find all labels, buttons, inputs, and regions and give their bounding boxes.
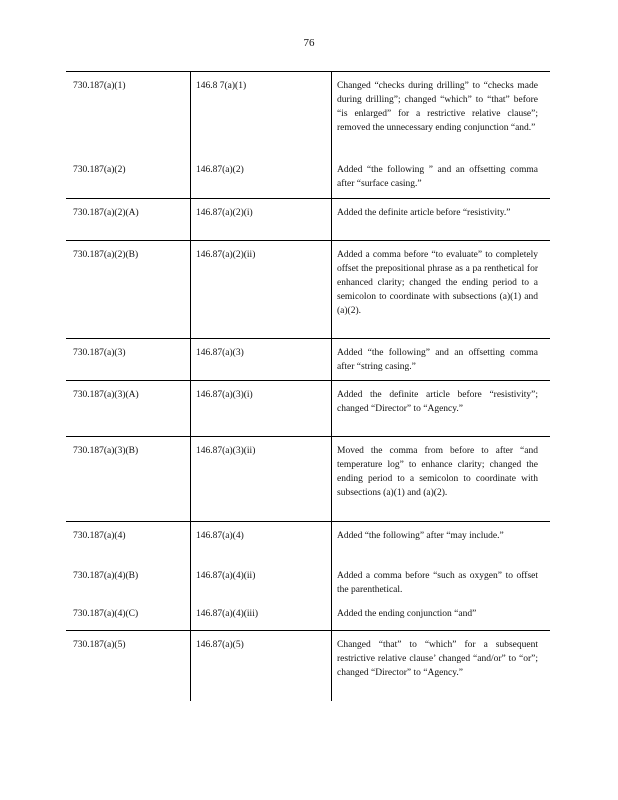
- table-row: [66, 381, 550, 437]
- description-cell: Added “the following” and an offsetting comma after “string casing.”: [337, 348, 538, 372]
- new-section-cell: 146.87(a)(5): [196, 640, 244, 650]
- table-row: [66, 72, 550, 199]
- table-row: [66, 339, 550, 381]
- old-section-cell: 730.187(a)(2)(A): [73, 208, 139, 218]
- description-cell: Changed “that” to “which” for a subsequent restrictive relative clause’ changed “and/or” to “or”; changed “Director” to “Agency.”: [337, 640, 538, 678]
- table-entry: [66, 248, 550, 318]
- table-row: [66, 522, 550, 631]
- old-section-cell: 730.187(a)(4): [73, 531, 126, 541]
- new-section-cell: 146.87(a)(2)(i): [196, 208, 253, 218]
- description-cell: Added a comma before “such as oxygen” to offset the parenthetical.: [337, 571, 538, 595]
- table-entry: [66, 529, 550, 543]
- old-section-cell: 730.187(a)(5): [73, 640, 126, 650]
- new-section-cell: 146.87(a)(3)(i): [196, 390, 253, 400]
- old-section-cell: 730.187(a)(3)(B): [73, 446, 139, 456]
- new-section-cell: 146.87(a)(2)(ii): [196, 250, 256, 260]
- description-cell: Added the definite article before “resistivity.”: [337, 208, 511, 218]
- old-section-cell: 730.187(a)(2)(B): [73, 250, 139, 260]
- table-entry: [66, 206, 550, 220]
- description-cell: Changed “checks during drilling” to “checks made during drilling”; changed “which” to “that” before “is enlarged” for a restrictive relative clause”; removed the unnecessary ending conjunction “and.”: [337, 81, 538, 133]
- new-section-cell: 146.87(a)(2): [196, 165, 244, 175]
- new-section-cell: 146.87(a)(3)(ii): [196, 446, 256, 456]
- old-section-cell: 730.187(a)(4)(B): [73, 571, 139, 581]
- description-cell: Moved the comma from before to after “and temperature log” to enhance clarity; changed the ending period to a semicolon to coordinate with subsections (a)(1) and (a)(2).: [337, 446, 538, 498]
- table-entry: [66, 163, 550, 191]
- table-row: [66, 199, 550, 241]
- table-entry: [66, 346, 550, 374]
- table-row: [66, 241, 550, 339]
- old-section-cell: 730.187(a)(3)(A): [73, 390, 139, 400]
- cross-reference-table: [66, 71, 550, 701]
- description-cell: Added the ending conjunction “and”: [337, 609, 477, 619]
- description-cell: Added “the following ” and an offsetting comma after “surface casing.”: [337, 165, 538, 189]
- old-section-cell: 730.187(a)(2): [73, 165, 126, 175]
- description-cell: Added “the following” after “may include.”: [337, 531, 504, 541]
- new-section-cell: 146.87(a)(3): [196, 348, 244, 358]
- table-entry: [66, 607, 550, 621]
- new-section-cell: 146.87(a)(4)(iii): [196, 609, 258, 619]
- table-entry: [66, 569, 550, 597]
- new-section-cell: 146.87(a)(4)(ii): [196, 571, 256, 581]
- new-section-cell: 146.8 7(a)(1): [196, 81, 247, 91]
- description-cell: Added a comma before “to evaluate” to completely offset the prepositional phrase as a pa renthetical for enhanced clarity; changed the ending period to a semicolon to coordinate with subsections (a)(1) and (a)(2).: [337, 250, 538, 316]
- page-number: 76: [303, 37, 315, 49]
- description-cell: Added the definite article before “resistivity”; changed “Director” to “Agency.”: [337, 390, 538, 414]
- table-entry: [66, 388, 550, 416]
- new-section-cell: 146.87(a)(4): [196, 531, 244, 541]
- table-row: [66, 631, 550, 701]
- table-entry: [66, 444, 550, 500]
- old-section-cell: 730.187(a)(1): [73, 81, 126, 91]
- table-entry: [66, 638, 550, 680]
- table-row: [66, 437, 550, 522]
- old-section-cell: 730.187(a)(4)(C): [73, 609, 139, 619]
- table-entry: [66, 79, 550, 135]
- old-section-cell: 730.187(a)(3): [73, 348, 126, 358]
